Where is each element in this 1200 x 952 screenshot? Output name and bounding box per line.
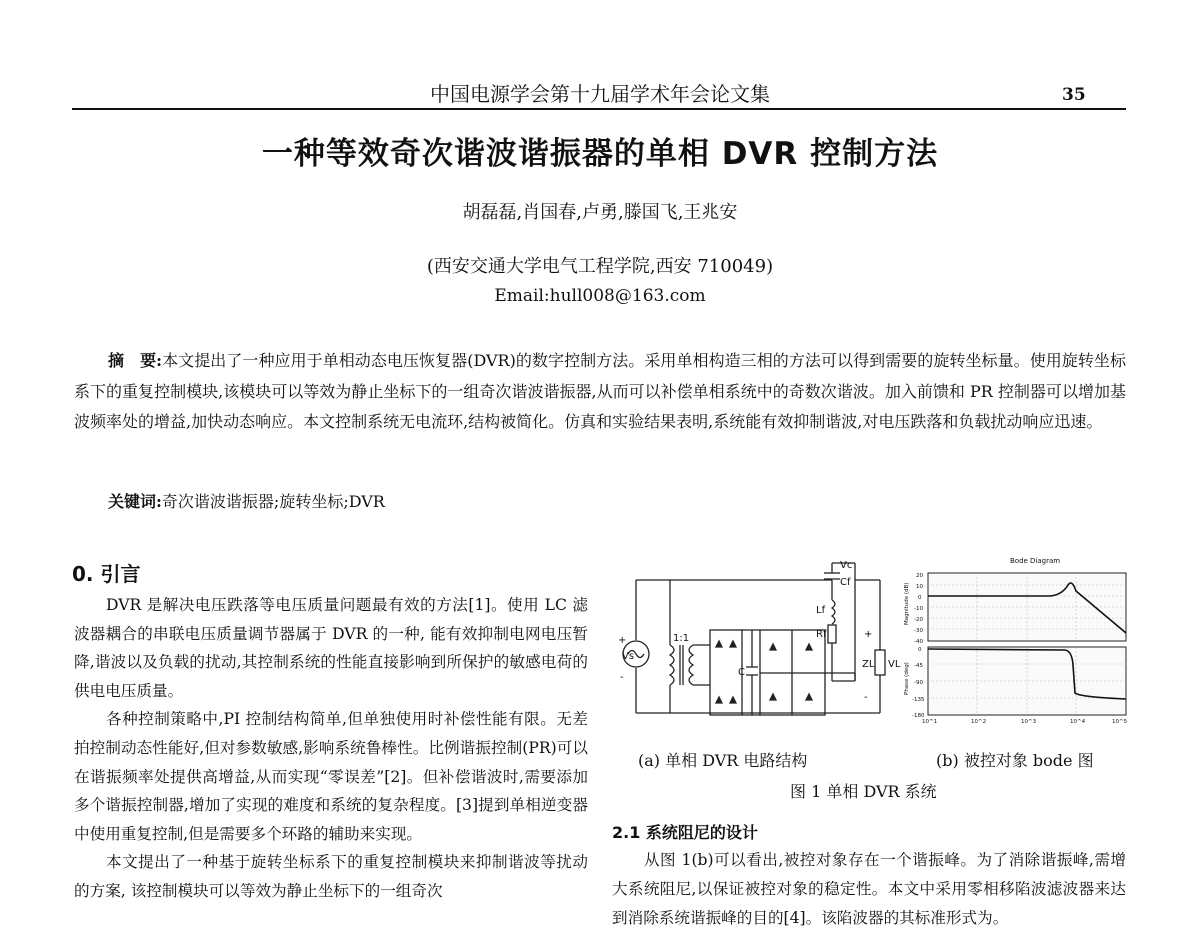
bode-title: Bode Diagram: [1010, 557, 1061, 565]
transformer-ratio-label: 1:1: [673, 633, 690, 644]
bode-ylabel-phase: Phase (deg): [904, 662, 910, 695]
freq-tick: 10^1: [922, 719, 938, 725]
capacitor-label: C: [738, 667, 745, 678]
filter-resistor-icon: [828, 625, 836, 643]
paragraph: 从图 1(b)可以看出,被控对象存在一个谐振峰。为了消除谐振峰,需增大系统阻尼,以保证被控对象的稳定性。本文中采用零相移陷波滤波器来达到消除系统谐振峰的目的[4]。该陷波器的其标准形式为。: [612, 851, 1126, 927]
transformer-primary-icon: [670, 645, 674, 685]
figure-1a-caption: (a) 单相 DVR 电路结构: [638, 751, 808, 770]
mag-tick: 20: [916, 573, 923, 579]
bode-plot: [904, 557, 1128, 725]
figure-1: [610, 555, 1130, 725]
mag-tick: 10: [916, 584, 923, 590]
vl-label: VL: [888, 659, 901, 670]
minus-sign: -: [620, 672, 624, 683]
introduction-body: [74, 591, 588, 906]
freq-tick: 10^2: [971, 719, 987, 725]
load-impedance-icon: [875, 650, 885, 675]
phase-tick: 0: [918, 647, 922, 653]
phase-tick: -45: [914, 663, 923, 669]
header-rule: [72, 108, 1126, 110]
mag-tick: -30: [914, 628, 923, 634]
email: Email:hull008@163.com: [494, 286, 706, 306]
paper-title: 一种等效奇次谐波谐振器的单相 DVR 控制方法: [261, 136, 939, 172]
figure-1-caption: 图 1 单相 DVR 系统: [790, 782, 937, 801]
keywords: [108, 489, 385, 512]
freq-tick: 10^5: [1112, 719, 1128, 725]
mag-tick: -10: [914, 606, 923, 612]
mag-tick: 0: [918, 595, 922, 601]
section-2-1-body: [612, 846, 1126, 933]
mag-tick: -20: [914, 617, 923, 623]
plus-sign: +: [864, 629, 873, 640]
source-label: Vs: [622, 651, 635, 662]
freq-tick: 10^3: [1021, 719, 1037, 725]
transformer-secondary-icon: [689, 645, 693, 685]
resistor-label: Rf: [816, 629, 827, 640]
affiliation: (西安交通大学电气工程学院,西安 710049): [426, 256, 774, 277]
phase-tick: -180: [912, 713, 925, 719]
vc-label: Vc: [840, 560, 853, 571]
abstract: [74, 346, 1126, 438]
abstract-label: 摘 要:: [108, 351, 163, 370]
figure-1b-caption: (b) 被控对象 bode 图: [936, 751, 1094, 770]
mag-tick: -40: [914, 639, 923, 645]
keywords-text: 奇次谐波谐振器;旋转坐标;DVR: [161, 492, 385, 511]
filter-cap-label: Cf: [840, 577, 851, 588]
paragraph: 各种控制策略中,PI 控制结构简单,但单独使用时补偿性能有限。无差拍控制动态性能好,但对参数敏感,影响系统鲁棒性。比例谐振控制(PR)可以在谐振频率处提供高增益,从而实现“零误差”[2]。但补偿谐波时,需要添加多个谐振控制器,增加了实现的难度和系统的复杂程度。[3]提到单相逆变器中使用重复控制,但是需要多个环路的辅助来实现。: [74, 710, 588, 843]
running-head: 中国电源学会第十九届学术年会论文集: [430, 82, 770, 106]
section-heading-introduction: 0. 引言: [72, 562, 141, 586]
freq-tick: 10^4: [1070, 719, 1086, 725]
page-number: 35: [1062, 85, 1086, 105]
paragraph: DVR 是解决电压跌落等电压质量问题最有效的方法[1]。使用 LC 滤波器耦合的串联电压质量调节器属于 DVR 的一种, 能有效抑制电网电压暂降,谐波以及负载的扰动,其控制系统的性能直接影响到所保护的敏感电荷的供电电压质量。: [74, 596, 588, 700]
paragraph: 本文提出了一种基于旋转坐标系下的重复控制模块来抑制谐波等扰动的方案, 该控制模块可以等效为静止坐标下的一组奇次: [74, 853, 588, 900]
authors: 胡磊磊,肖国春,卢勇,滕国飞,王兆安: [462, 202, 738, 223]
phase-tick: -90: [914, 680, 923, 686]
abstract-text: 本文提出了一种应用于单相动态电压恢复器(DVR)的数字控制方法。采用单相构造三相的方法可以得到需要的旋转坐标量。使用旋转坐标系下的重复控制模块,该模块可以等效为静止坐标下的一组奇次谐波谐振器,从而可以补偿单相系统中的奇数次谐波。加入前馈和 PR 控制器可以增加基波频率处的增益,加快动态响应。本文控制系统无电流环,结构被简化。仿真和实验结果表明,系统能有效抑制谐波,对电压跌落和负载扰动响应迅速。: [74, 351, 1126, 431]
inductor-label: Lf: [816, 605, 826, 616]
phase-tick: -135: [912, 697, 925, 703]
bode-ylabel-magnitude: Magnitude (dB): [904, 582, 910, 625]
load-label: ZL: [862, 659, 875, 670]
section-heading-2-1: 2.1 系统阻尼的设计: [612, 823, 758, 842]
keywords-label: 关键词:: [108, 492, 162, 511]
filter-inductor-icon: [832, 600, 835, 624]
minus-sign: -: [864, 692, 868, 703]
plus-sign: +: [618, 635, 627, 646]
